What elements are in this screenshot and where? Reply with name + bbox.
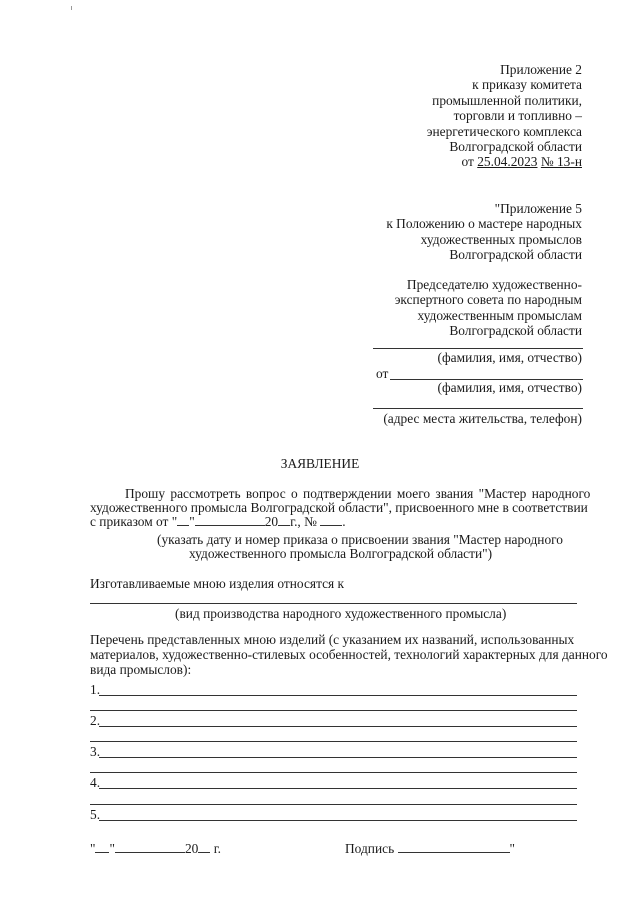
- regulation-line: "Приложение 5: [494, 201, 582, 216]
- list-item-number: 2.: [90, 713, 101, 728]
- applicant-address-line[interactable]: [373, 408, 583, 409]
- footer-day-blank[interactable]: [95, 841, 109, 853]
- appendix-line: энергетического комплекса: [426, 123, 582, 139]
- appendix-date-line: [427, 154, 582, 169]
- appendix-line: Приложение 2: [500, 62, 582, 77]
- order-month-blank[interactable]: [195, 514, 265, 526]
- hint-name-2: (фамилия, имя, отчество): [437, 380, 582, 395]
- footer-month-blank[interactable]: [115, 841, 185, 853]
- appendix-header: [427, 62, 582, 170]
- addressee-name-line[interactable]: [373, 348, 583, 349]
- list-item-line[interactable]: [99, 820, 577, 821]
- list-item-line[interactable]: [99, 695, 577, 696]
- order-day-blank[interactable]: [177, 514, 189, 526]
- order-number: № 13-н: [540, 154, 582, 170]
- list-item-line[interactable]: [99, 788, 577, 789]
- date-quote-close: ": [109, 841, 115, 856]
- list-item-line[interactable]: [99, 757, 577, 758]
- closing-quote: ": [509, 841, 516, 856]
- addressee-line: художественным промыслам: [417, 307, 582, 323]
- addressee-line: экспертного совета по народным: [394, 292, 582, 308]
- date-prefix: от: [461, 154, 478, 170]
- request-line-2: художественного промысла Волгоградской области", присвоенного мне в соответствии: [90, 500, 588, 515]
- list-item-number: 1.: [90, 682, 101, 697]
- order-number-blank[interactable]: [320, 514, 342, 526]
- footer-row: [90, 841, 590, 856]
- year-g-number: г., №: [290, 514, 317, 529]
- request-hint-1: (указать дату и номер приказа о присвоении звания "Мастер народного: [157, 532, 564, 547]
- list-item-line[interactable]: [90, 772, 577, 773]
- production-type-hint: (вид производства народного художественного промысла): [175, 606, 507, 621]
- regulation-header: [386, 201, 582, 263]
- period: .: [342, 514, 346, 529]
- order-year-blank[interactable]: [278, 514, 290, 526]
- request-line-1: Прошу рассмотреть вопрос о подтверждении моего звания "Мастер народного: [125, 486, 591, 501]
- list-item-number: 3.: [90, 744, 101, 759]
- footer-year-prefix: 20: [184, 841, 199, 856]
- footer-year-g: г.: [213, 841, 222, 856]
- quote: ": [189, 514, 195, 529]
- appendix-line: Волгоградской области: [449, 139, 582, 155]
- regulation-line: художественных промыслов: [420, 231, 582, 247]
- scan-artifact: [71, 6, 72, 10]
- signature-blank[interactable]: [398, 841, 510, 853]
- order-date: 25.04.2023: [477, 154, 538, 170]
- document-title: ЗАЯВЛЕНИЕ: [280, 456, 360, 471]
- list-item-line[interactable]: [90, 710, 577, 711]
- production-type-line[interactable]: [90, 603, 577, 604]
- addressee-line: Волгоградской области: [449, 323, 582, 339]
- hint-address: (адрес места жительства, телефон): [383, 411, 582, 426]
- footer-year-blank[interactable]: [198, 841, 210, 853]
- from-label: от: [376, 366, 389, 381]
- date-quote-open: ": [90, 841, 96, 856]
- request-line-3: [90, 514, 346, 529]
- list-item-line[interactable]: [99, 726, 577, 727]
- addressee-line: Председателю художественно-: [406, 277, 582, 292]
- addressee-block: [395, 277, 582, 339]
- list-item-number: 4.: [90, 775, 101, 790]
- signature-label: Подпись: [345, 841, 395, 856]
- regulation-line: к Положению о мастере народных: [386, 216, 582, 232]
- request-hint-2: художественного промысла Волгоградской области"): [189, 546, 493, 561]
- list-item-line[interactable]: [90, 804, 577, 805]
- products-intro: Изготавливаемые мною изделия относятся к: [90, 576, 345, 591]
- appendix-line: торговли и топливно –: [453, 108, 582, 124]
- year-prefix: 20: [264, 514, 279, 529]
- appendix-line: к приказу комитета: [472, 77, 582, 93]
- list-intro-2: материалов, художественно-стилевых особенностей, технологий характерных для данного: [90, 647, 608, 662]
- list-intro-1: Перечень представленных мною изделий (с указанием их названий, использованных: [90, 632, 575, 647]
- regulation-line: Волгоградской области: [449, 247, 582, 263]
- list-intro-3: вида промыслов):: [90, 662, 192, 677]
- signature-block: [345, 841, 515, 856]
- list-item-number: 5.: [90, 807, 101, 822]
- list-item-line[interactable]: [90, 741, 577, 742]
- appendix-line: промышленной политики,: [432, 92, 582, 108]
- order-from-label: с приказом от ": [90, 514, 178, 529]
- hint-name-1: (фамилия, имя, отчество): [437, 350, 582, 365]
